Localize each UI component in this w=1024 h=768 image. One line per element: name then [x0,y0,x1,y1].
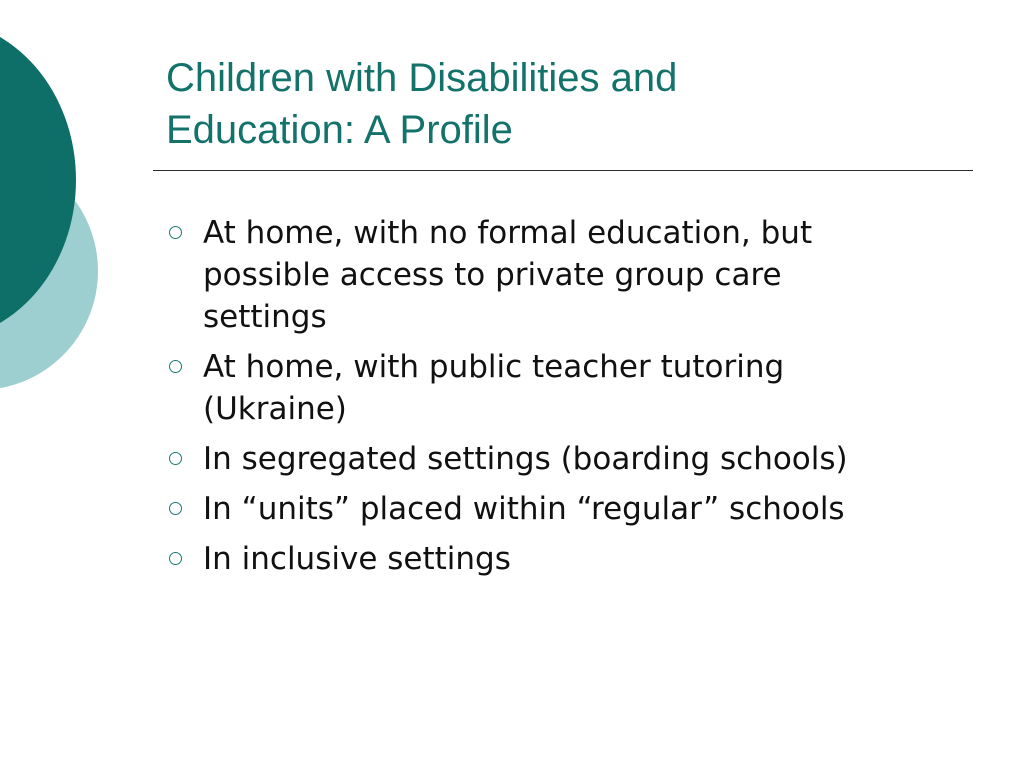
hollow-circle-bullet-icon [166,360,186,380]
bullet-text: At home, with public teacher tutoring (Ukraine) [203,349,785,427]
title-divider [153,170,973,171]
bullet-text: In inclusive settings [203,541,511,577]
hollow-circle-bullet-icon [166,452,186,472]
slide-title [166,52,966,156]
bullet-item [166,212,966,338]
hollow-circle-bullet-icon [166,502,186,522]
bullet-item [166,346,966,430]
bullet-item [166,488,966,530]
bullet-list [166,212,966,588]
bullet-text: In “units” placed within “regular” schools [203,491,845,527]
bullet-text: In segregated settings (boarding schools) [203,441,848,477]
hollow-circle-bullet-icon [166,226,186,246]
slide-title-line-1: Children with Disabilities and [166,56,678,100]
slide-title-line-2: Education: A Profile [166,108,513,152]
hollow-circle-bullet-icon [166,552,186,572]
bullet-item [166,438,966,480]
bullet-item [166,538,966,580]
bullet-text: At home, with no formal education, but possible access to private group care settings [203,215,813,335]
